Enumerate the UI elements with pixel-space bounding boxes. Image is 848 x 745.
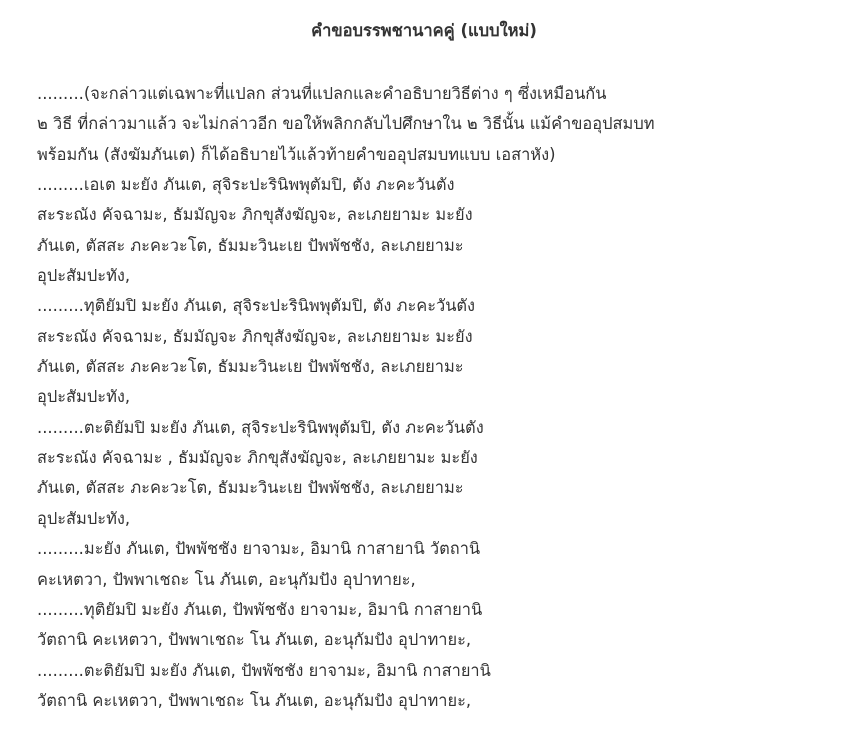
body-text bbox=[37, 79, 837, 716]
text-line: .........ตะติยัมปิ มะยัง ภันเต, สุจิระปะรินิพพุตัมปิ, ตัง ภะคะวันตัง bbox=[37, 417, 484, 437]
text-line: .........(จะกล่าวแต่เฉพาะที่แปลก ส่วนที่แปลกและคำอธิบายวิธีต่าง ๆ ซึ่งเหมือนกัน bbox=[37, 84, 607, 103]
text-line: .........เอเต มะยัง ภันเต, สุจิระปะรินิพพุตัมปิ, ตัง ภะคะวันตัง bbox=[37, 175, 455, 195]
text-line: .........ทุติยัมปิ มะยัง ภันเต, ปัพพัชชัง ยาจามะ, อิมานิ กาสายานิ bbox=[37, 599, 483, 619]
text-line: ภันเต, ตัสสะ ภะคะวะโต, ธัมมะวินะเย ปัพพัชชัง, ละเภยยามะ bbox=[37, 357, 464, 377]
text-line: สะระณัง คัจฉามะ , ธัมมัญจะ ภิกขุสังฆัญจะ, ละเภยยามะ มะยัง bbox=[37, 448, 478, 468]
page-title: คำขอบรรพชานาคคู่ (แบบใหม่) bbox=[311, 21, 537, 40]
text-line: .........ตะติยัมปิ มะยัง ภันเต, ปัพพัชชัง ยาจามะ, อิมานิ กาสายานิ bbox=[37, 660, 491, 680]
text-line: สะระณัง คัจฉามะ, ธัมมัญจะ ภิกขุสังฆัญจะ, ละเภยยามะ มะยัง bbox=[37, 326, 473, 346]
text-line: สะระณัง คัจฉามะ, ธัมมัญจะ ภิกขุสังฆัญจะ, ละเภยยามะ มะยัง bbox=[37, 205, 473, 225]
text-line: .........มะยัง ภันเต, ปัพพัชชัง ยาจามะ, อิมานิ กาสายานิ วัตถานิ bbox=[37, 539, 481, 559]
text-line: คะเหตวา, ปัพพาเชถะ โน ภันเต, อะนุกัมปัง อุปาทายะ, bbox=[37, 569, 416, 589]
text-line: ภันเต, ตัสสะ ภะคะวะโต, ธัมมะวินะเย ปัพพัชชัง, ละเภยยามะ bbox=[37, 235, 464, 255]
text-line: วัตถานิ คะเหตวา, ปัพพาเชถะ โน ภันเต, อะนุกัมปัง อุปาทายะ, bbox=[37, 690, 472, 710]
text-line: ภันเต, ตัสสะ ภะคะวะโต, ธัมมะวินะเย ปัพพัชชัง, ละเภยยามะ bbox=[37, 478, 464, 498]
text-line: อุปะสัมปะทัง, bbox=[37, 508, 131, 528]
text-line: ๒ วิธี ที่กล่าวมาแล้ว จะไม่กล่าวอีก ขอให้พลิกกลับไปศึกษาใน ๒ วิธีนั้น แม้คำขออุปสมบท bbox=[37, 114, 655, 134]
text-line: พร้อมกัน (สังฆัมภันเต) ก็ได้อธิบายไว้แล้วท้ายคำขออุปสมบทแบบ เอสาหัง) bbox=[37, 144, 556, 164]
text-line: .........ทุติยัมปิ มะยัง ภันเต, สุจิระปะรินิพพุตัมปิ, ตัง ภะคะวันตัง bbox=[37, 296, 476, 316]
text-line: อุปะสัมปะทัง, bbox=[37, 387, 131, 407]
text-line: อุปะสัมปะทัง, bbox=[37, 266, 131, 286]
text-line: วัตถานิ คะเหตวา, ปัพพาเชถะ โน ภันเต, อะนุกัมปัง อุปาทายะ, bbox=[37, 630, 472, 650]
